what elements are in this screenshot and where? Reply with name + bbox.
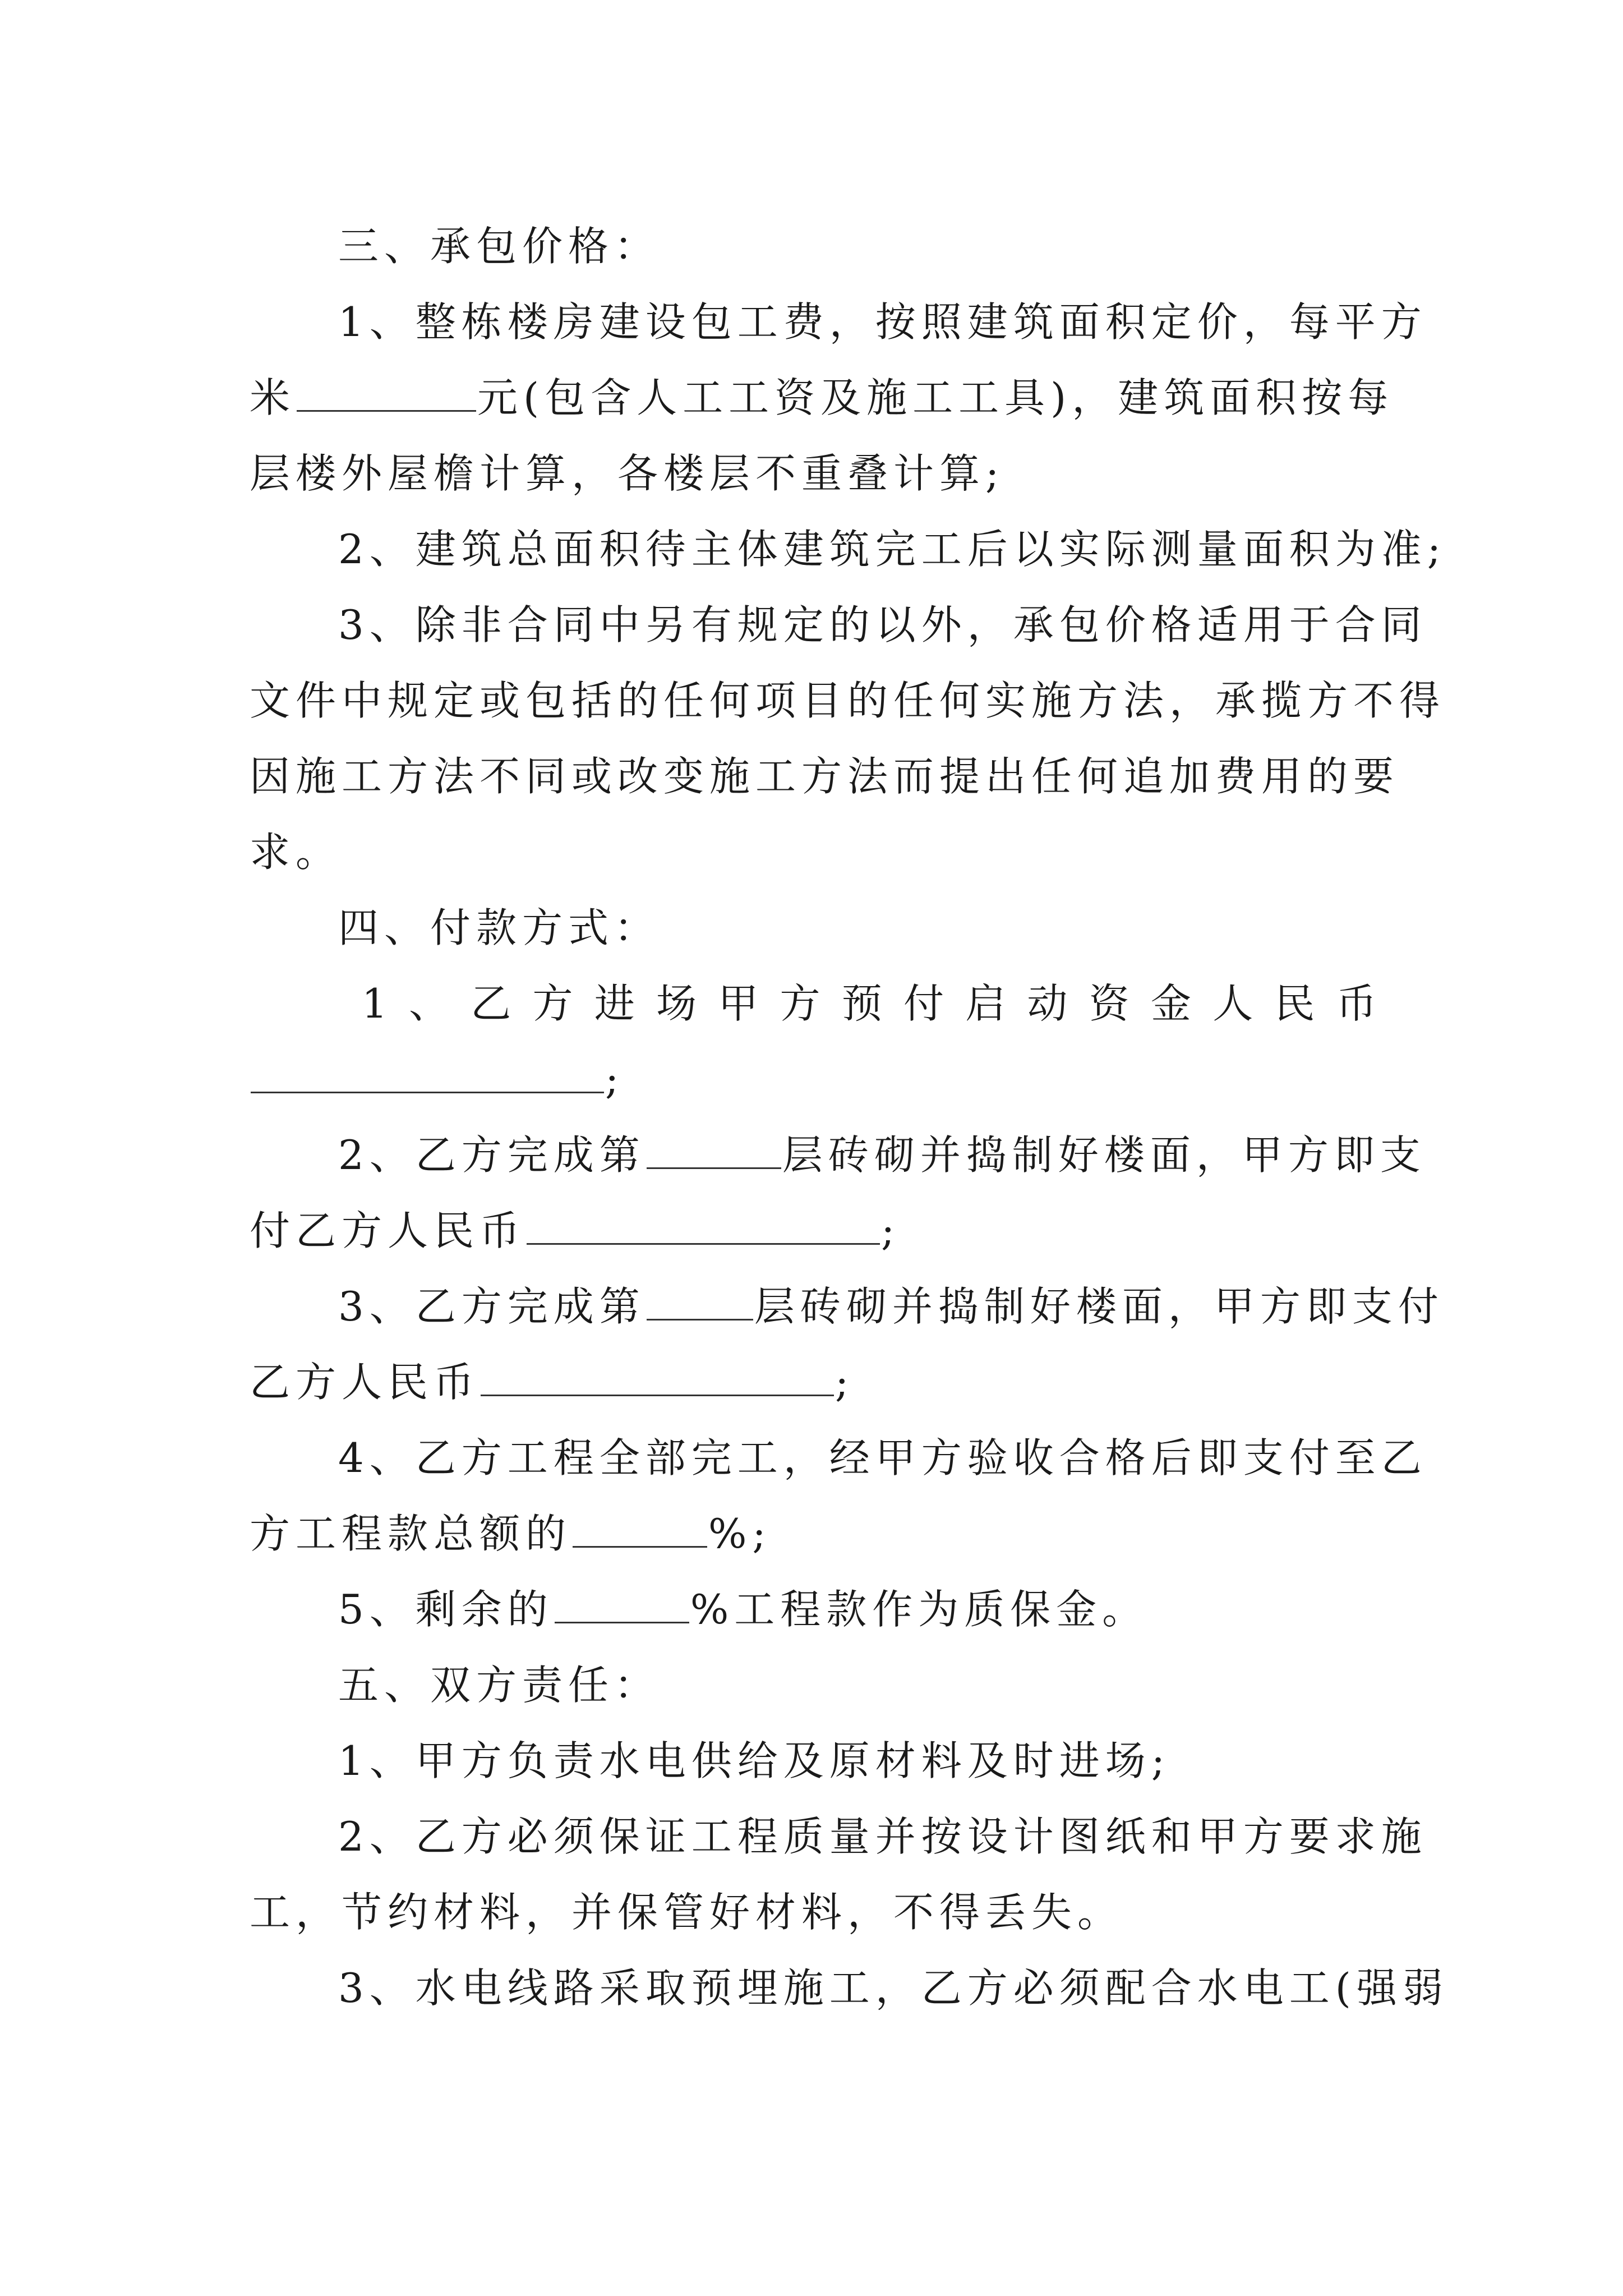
paragraph-line: 2、建筑总面积待主体建筑完工后以实际测量面积为准; [338,526,1447,573]
paragraph-line: 1、整栋楼房建设包工费，按照建筑面积定价，每平方 [338,298,1427,346]
paragraph-line: 2、乙方必须保证工程质量并按设计图纸和甲方要求施 [338,1813,1427,1860]
fill-blank [647,1284,753,1320]
text-char: 进 [594,980,640,1027]
text-char: 人 [1212,980,1259,1027]
paragraph-line [250,1572,1382,1648]
paragraph-line [250,1042,1382,1117]
text-span: 3、乙方完成第 [338,1283,645,1330]
text-span: 层砖砌并捣制好楼面，甲方即支付 [754,1283,1444,1330]
paragraph-line: 1、甲方负责水电供给及原材料及时进场; [338,1737,1171,1784]
paragraph-line: 3、水电线路采取预埋施工，乙方必须配合水电工(强弱 [338,1964,1449,2012]
paragraph-line: 4、乙方工程全部完工，经甲方验收合格后即支付至乙 [338,1434,1427,1481]
text-span: 乙方人民币 [250,1359,480,1406]
paragraph-line: 求。 [250,829,342,876]
section-heading: 五、双方责任： [338,1662,661,1709]
section-heading: 三、承包价格： [338,223,661,270]
text-char: 付 [903,980,950,1027]
paragraph-line-justified [250,966,1382,1042]
text-char: 金 [1151,980,1197,1027]
fill-blank [297,375,476,412]
text-char: 动 [1027,980,1073,1027]
text-char: 、 [409,980,455,1027]
text-span: %; [708,1510,772,1557]
text-char: 民 [1274,980,1321,1027]
text-span: ; [835,1359,855,1406]
text-span: 米 [250,374,296,421]
paragraph-line [250,1269,1444,1345]
paragraph-line: 文件中规定或包括的任何项目的任何实施方法，承揽方不得 [250,677,1446,724]
text-span: 方工程款总额的 [250,1510,572,1557]
text-span: ; [881,1207,901,1254]
paragraph-line [250,360,1394,436]
fill-blank [555,1587,689,1623]
text-char: 币 [1336,980,1382,1027]
paragraph-line [250,1193,1382,1269]
text-char: 预 [841,980,888,1027]
text-char: 甲 [718,980,764,1027]
fill-blank [481,1360,834,1396]
fill-blank [573,1511,707,1548]
text-char: 方 [532,980,579,1027]
document-page [250,209,1449,2026]
text-char: 乙 [471,980,517,1027]
fill-blank [251,1057,604,1093]
text-char: 资 [1089,980,1135,1027]
text-span: ; [605,1056,625,1103]
text-char: 启 [965,980,1012,1027]
text-span: 2、乙方完成第 [338,1131,645,1179]
text-char: 1 [362,980,393,1027]
paragraph-line: 因施工方法不同或改变施工方法而提出任何追加费用的要 [250,753,1400,800]
paragraph-line [250,1496,1382,1572]
paragraph-line: 层楼外屋檐计算，各楼层不重叠计算; [250,450,1005,497]
paragraph-line: 3、除非合同中另有规定的以外，承包价格适用于合同 [338,601,1427,648]
fill-blank [527,1208,880,1245]
text-span: 元(包含人工工资及施工工具)，建筑面积按每 [477,374,1394,421]
text-span: 付乙方人民币 [250,1207,526,1254]
section-heading: 四、付款方式： [338,904,661,951]
paragraph-line [250,1345,1382,1420]
text-span: 层砖砌并捣制好楼面，甲方即支 [782,1131,1426,1179]
text-char: 场 [656,980,703,1027]
fill-blank [647,1133,781,1169]
text-span: %工程款作为质保金。 [690,1586,1149,1633]
paragraph-line: 工，节约材料，并保管好材料，不得丢失。 [250,1889,1124,1936]
paragraph-line [250,1117,1426,1193]
text-span: 5、剩余的 [338,1586,554,1633]
text-char: 方 [780,980,826,1027]
